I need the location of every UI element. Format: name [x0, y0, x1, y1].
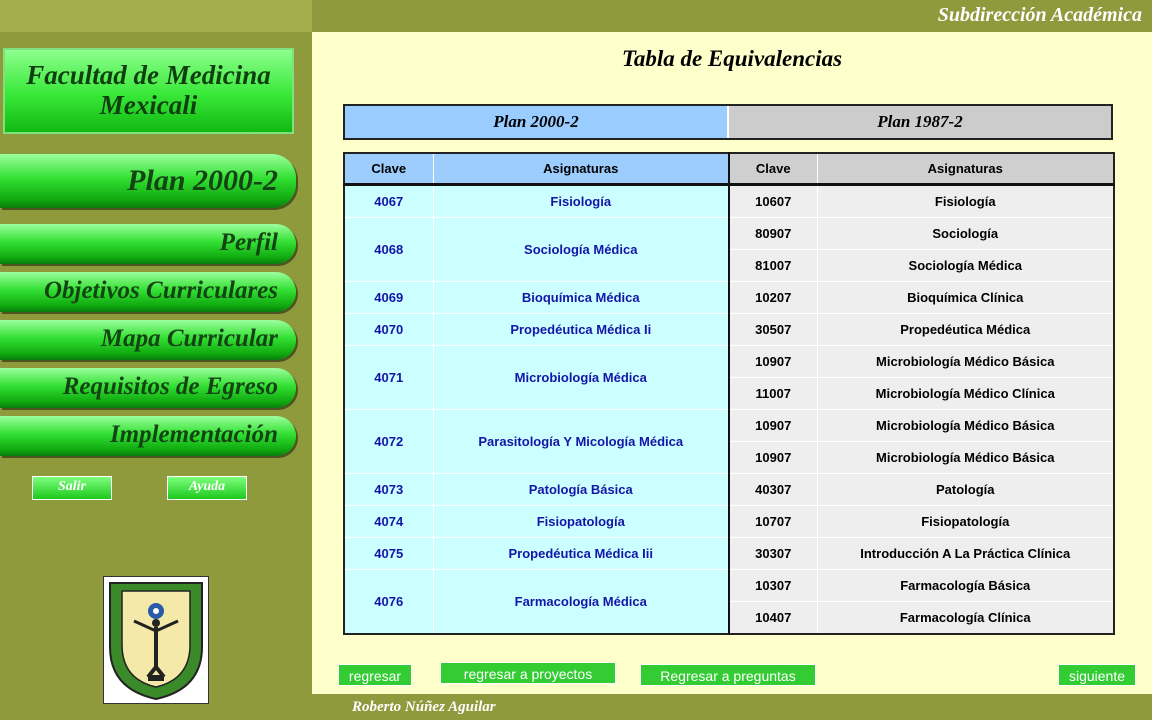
table-row — [344, 346, 1114, 378]
sidebar-item-objetivos[interactable]: Objetivos Curriculares — [0, 272, 296, 312]
sidebar-item-plan[interactable]: Plan 2000-2 — [0, 154, 296, 208]
table-row — [344, 314, 1114, 346]
table-row — [344, 410, 1114, 442]
exit-button[interactable]: Salir — [32, 476, 112, 500]
equivalence-table — [343, 152, 1115, 635]
table-header-row — [344, 153, 1114, 185]
old-subject-cell: Patología — [817, 474, 1114, 506]
old-subject-cell: Bioquímica Clínica — [817, 282, 1114, 314]
back-to-questions-button[interactable]: Regresar a preguntas — [640, 664, 816, 686]
new-subject-cell: Fisiología — [433, 185, 729, 218]
old-code-cell: 10607 — [729, 185, 817, 218]
help-button[interactable]: Ayuda — [167, 476, 247, 500]
new-code-cell: 4076 — [344, 570, 433, 635]
column-header-new-code: Clave — [344, 153, 433, 185]
old-subject-cell: Farmacología Clínica — [817, 602, 1114, 635]
plan-header — [343, 104, 1113, 140]
table-row — [344, 474, 1114, 506]
faculty-title-box — [3, 48, 294, 134]
table-row — [344, 282, 1114, 314]
page-title: Tabla de Equivalencias — [621, 46, 843, 71]
old-subject-cell: Farmacología Básica — [817, 570, 1114, 602]
old-code-cell: 10207 — [729, 282, 817, 314]
footer-author: Roberto Núñez Aguilar — [352, 699, 496, 715]
column-header-old-code: Clave — [729, 153, 817, 185]
new-subject-cell: Sociología Médica — [433, 218, 729, 282]
table-row — [344, 218, 1114, 250]
new-subject-cell: Bioquímica Médica — [433, 282, 729, 314]
new-code-cell: 4069 — [344, 282, 433, 314]
old-subject-cell: Fisiología — [817, 185, 1114, 218]
sidebar-item-requisitos[interactable]: Requisitos de Egreso — [0, 368, 296, 408]
old-subject-cell: Microbiología Médico Básica — [817, 346, 1114, 378]
old-subject-cell: Introducción A La Práctica Clínica — [817, 538, 1114, 570]
table-row — [344, 570, 1114, 602]
new-subject-cell: Propedéutica Médica Ii — [433, 314, 729, 346]
old-code-cell: 40307 — [729, 474, 817, 506]
column-header-old-subject: Asignaturas — [817, 153, 1114, 185]
top-bar-left — [0, 0, 312, 32]
sidebar-item-mapa[interactable]: Mapa Curricular — [0, 320, 296, 360]
university-seal-logo — [104, 577, 208, 703]
new-subject-cell: Microbiología Médica — [433, 346, 729, 410]
old-code-cell: 30307 — [729, 538, 817, 570]
header-title: Subdirección Académica — [937, 4, 1142, 26]
old-code-cell: 80907 — [729, 218, 817, 250]
table-row — [344, 506, 1114, 538]
new-code-cell: 4067 — [344, 185, 433, 218]
new-code-cell: 4074 — [344, 506, 433, 538]
new-code-cell: 4071 — [344, 346, 433, 410]
old-subject-cell: Microbiología Médico Básica — [817, 410, 1114, 442]
faculty-title-line1: Facultad de Medicina — [26, 60, 271, 90]
old-code-cell: 10907 — [729, 346, 817, 378]
old-subject-cell: Sociología — [817, 218, 1114, 250]
plan-new-header: Plan 2000-2 — [345, 106, 729, 138]
faculty-title-line2: Mexicali — [99, 90, 198, 120]
old-code-cell: 81007 — [729, 250, 817, 282]
old-subject-cell: Microbiología Médico Clínica — [817, 378, 1114, 410]
university-seal — [103, 576, 209, 704]
old-code-cell: 10907 — [729, 410, 817, 442]
new-subject-cell: Propedéutica Médica Iii — [433, 538, 729, 570]
new-subject-cell: Patología Básica — [433, 474, 729, 506]
new-code-cell: 4072 — [344, 410, 433, 474]
old-code-cell: 30507 — [729, 314, 817, 346]
new-code-cell: 4070 — [344, 314, 433, 346]
table-row — [344, 538, 1114, 570]
old-code-cell: 10907 — [729, 442, 817, 474]
old-code-cell: 10307 — [729, 570, 817, 602]
new-code-cell: 4075 — [344, 538, 433, 570]
table-row — [344, 185, 1114, 218]
new-subject-cell: Fisiopatología — [433, 506, 729, 538]
sidebar-item-perfil[interactable]: Perfil — [0, 224, 296, 264]
old-subject-cell: Sociología Médica — [817, 250, 1114, 282]
old-subject-cell: Microbiología Médico Básica — [817, 442, 1114, 474]
new-subject-cell: Farmacología Médica — [433, 570, 729, 635]
top-bar — [312, 0, 1152, 32]
old-code-cell: 10407 — [729, 602, 817, 635]
back-to-projects-button[interactable]: regresar a proyectos — [440, 662, 616, 684]
old-code-cell: 11007 — [729, 378, 817, 410]
old-subject-cell: Propedéutica Médica — [817, 314, 1114, 346]
next-button[interactable]: siguiente — [1058, 664, 1136, 686]
new-code-cell: 4068 — [344, 218, 433, 282]
old-code-cell: 10707 — [729, 506, 817, 538]
new-subject-cell: Parasitología Y Micología Médica — [433, 410, 729, 474]
column-header-new-subject: Asignaturas — [433, 153, 729, 185]
back-button[interactable]: regresar — [338, 664, 412, 686]
old-subject-cell: Fisiopatología — [817, 506, 1114, 538]
plan-old-header: Plan 1987-2 — [729, 106, 1111, 138]
sidebar-item-implementacion[interactable]: Implementación — [0, 416, 296, 456]
new-code-cell: 4073 — [344, 474, 433, 506]
